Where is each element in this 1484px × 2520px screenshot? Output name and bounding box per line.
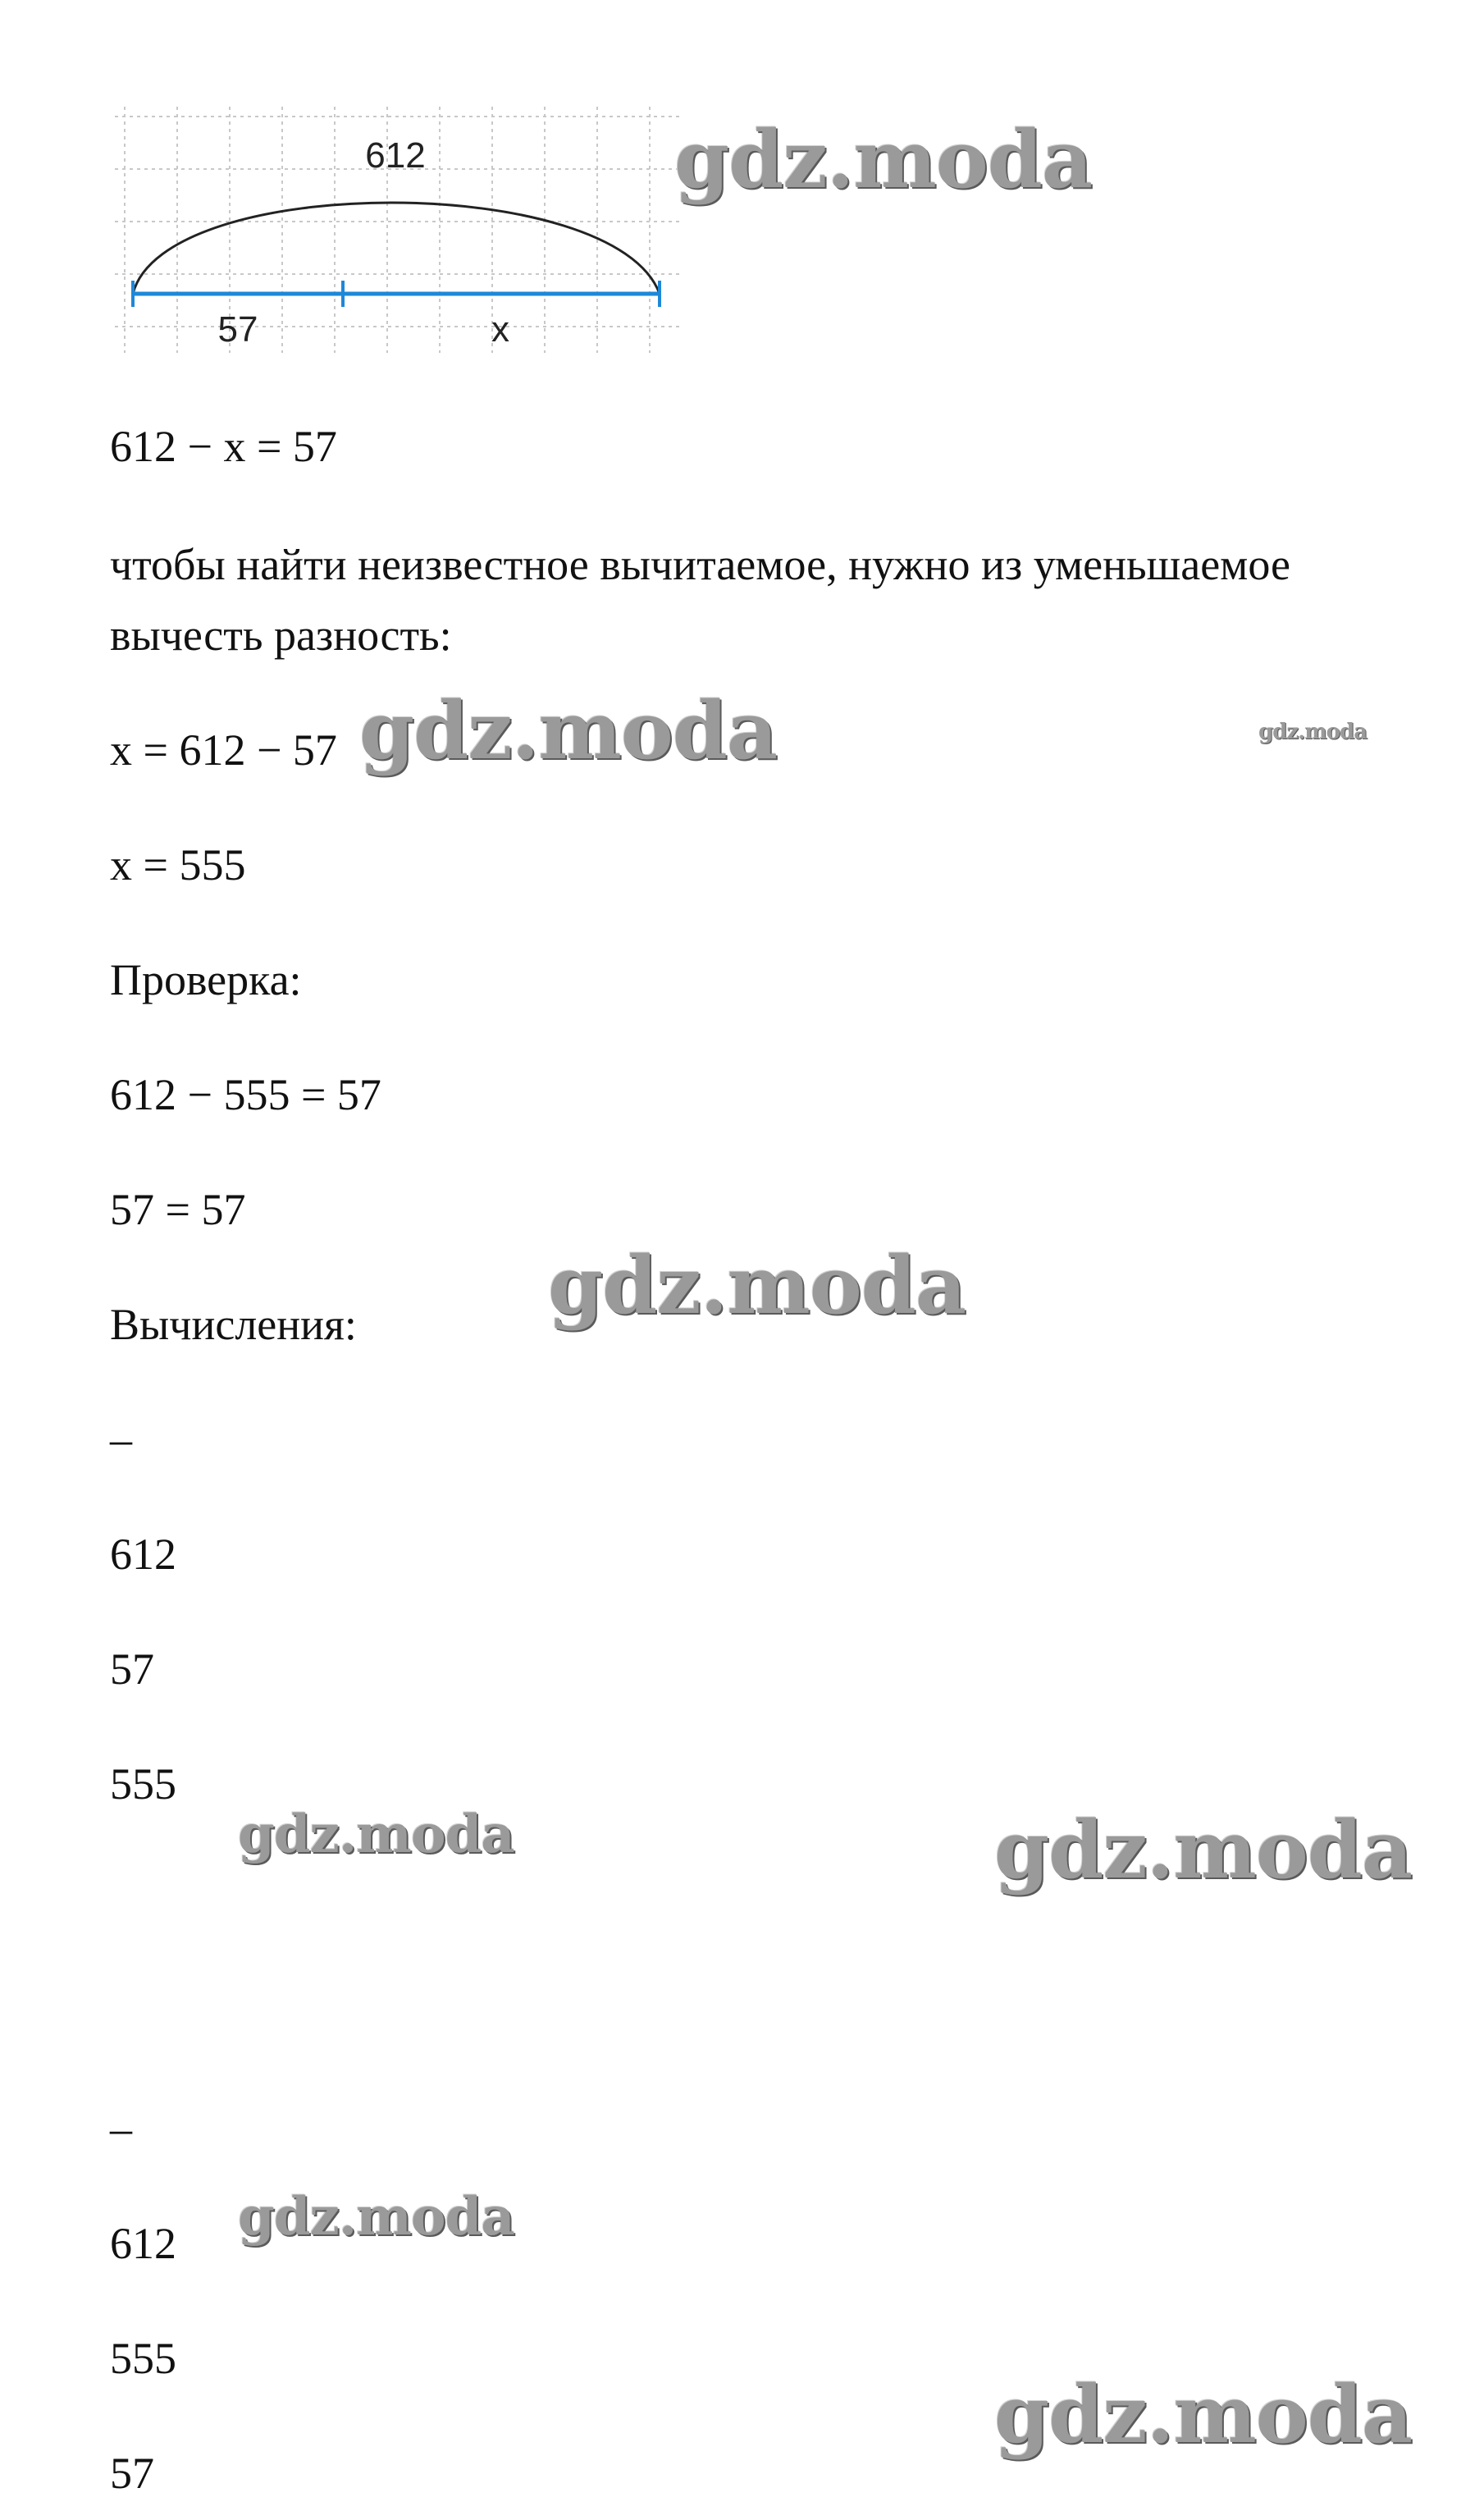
- right-segment-label: x: [491, 309, 509, 350]
- calc-heading: Вычисления:: [110, 1300, 357, 1349]
- calc1-minuend: 612: [110, 1530, 176, 1579]
- calc2-minus-sign: –: [110, 2104, 132, 2153]
- calc2-result: 57: [110, 2449, 154, 2498]
- check-result: 57 = 57: [110, 1185, 246, 1234]
- calc1-minus-sign: –: [110, 1415, 132, 1464]
- solve-step: x = 612 − 57: [110, 725, 337, 775]
- calc2-minuend: 612: [110, 2219, 176, 2268]
- check-heading: Проверка:: [110, 955, 302, 1004]
- watermark: gdz.moda: [548, 1239, 966, 1332]
- calc1-result: 555: [110, 1759, 176, 1809]
- watermark: gdz.moda: [238, 1804, 514, 1865]
- total-arc: [133, 203, 660, 294]
- calc1-subtrahend: 57: [110, 1644, 154, 1694]
- check-step: 612 − 555 = 57: [110, 1070, 381, 1119]
- rule-text: чтобы найти неизвестное вычитаемое, нужно из уменьшаемое вычесть разность:: [110, 540, 1290, 660]
- watermark: gdz.moda: [359, 684, 778, 777]
- left-segment-label: 57: [217, 309, 258, 350]
- watermark: gdz.moda: [238, 2186, 514, 2248]
- calc2-subtrahend: 555: [110, 2334, 176, 2383]
- watermark: gdz.moda: [1258, 720, 1368, 744]
- solve-result: x = 555: [110, 840, 246, 890]
- watermark: gdz.moda: [674, 113, 1093, 206]
- watermark: gdz.moda: [994, 1804, 1413, 1896]
- total-label: 612: [365, 135, 426, 176]
- equation: 612 − x = 57: [110, 422, 337, 471]
- segment-diagram: [115, 107, 681, 361]
- watermark: gdz.moda: [994, 2368, 1413, 2461]
